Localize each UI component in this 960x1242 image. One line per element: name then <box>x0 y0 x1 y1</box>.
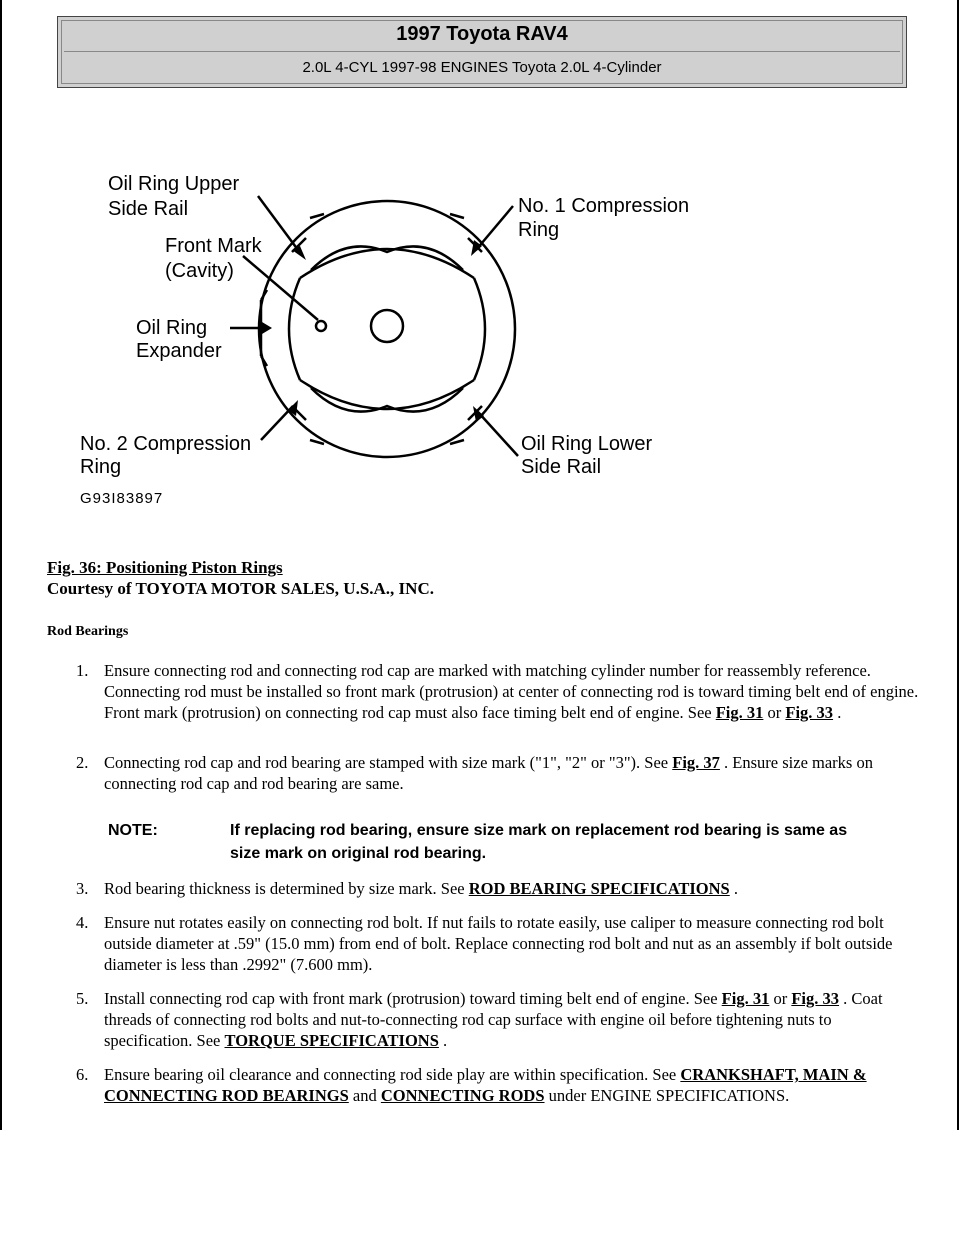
label-front-mark-2: (Cavity) <box>165 260 234 282</box>
label-oil-ring-upper-2: Side Rail <box>108 198 189 220</box>
link-fig-31[interactable]: Fig. 31 <box>715 703 764 722</box>
section-title: Rod Bearings <box>47 624 129 639</box>
step-1 <box>76 660 924 723</box>
label-oil-ring-lower-1: Oil Ring Lower <box>521 433 653 455</box>
note-text: If replacing rod bearing, ensure size mark on replacement rod bearing is same as size mark on original rod bearing. <box>230 822 848 862</box>
step-4 <box>76 912 924 975</box>
step-2 <box>76 752 924 794</box>
label-no1-compression-2: Ring <box>518 219 560 241</box>
step-text: Connecting rod cap and rod bearing are stamped with size mark ("1", "2" or "3"). See Fig. 37 . Ensure size marks on connecting rod cap and rod bearing are same. <box>104 753 873 793</box>
label-front-mark-1: Front Mark <box>165 235 262 257</box>
step-number: 4. <box>76 913 89 932</box>
step-text: Ensure nut rotates easily on connecting rod bolt. If nut fails to rotate easily, use caliper to measure connecting rod bolt outside diameter at .59" (15.0 mm) from end of bolt. Replace connecting rod bolt and nut as an assembly if bolt outside diameter is less than .2992" (7.600 mm). <box>104 913 893 974</box>
label-no1-compression-1: No. 1 Compression <box>518 195 690 217</box>
figure-title-link[interactable]: Fig. 36: Positioning Piston Rings <box>47 558 283 577</box>
label-no2-compression-1: No. 2 Compression <box>80 433 252 455</box>
figure-code: G93I83897 <box>80 490 164 507</box>
header-divider <box>64 51 900 52</box>
step-text: Ensure connecting rod and connecting rod cap are marked with matching cylinder number for reassembly reference. Connecting rod must be installed so front mark (protrusion) at center of connecting rod is toward timing belt end of engine. Front mark (protrusion) on connecting rod cap must also face timing belt end of engine. See Fig. 31 or Fig. 33 . <box>104 661 919 722</box>
step-3 <box>76 878 924 899</box>
link-connecting-rods[interactable]: CONNECTING RODS <box>380 1086 545 1105</box>
step-text: Rod bearing thickness is determined by size mark. See ROD BEARING SPECIFICATIONS . <box>104 879 738 898</box>
label-oil-ring-upper-1: Oil Ring Upper <box>108 173 240 195</box>
document-header <box>57 16 907 88</box>
link-fig-33[interactable]: Fig. 33 <box>785 703 834 722</box>
step-number: 6. <box>76 1065 89 1084</box>
ring-left-arc <box>289 278 300 380</box>
step-text: Install connecting rod cap with front mark (protrusion) toward timing belt end of engine. See Fig. 31 or Fig. 33 . Coat threads of connecting rod bolts and nut-to-connecting rod cap surface with engine oil before tightening nuts to specification. See TORQUE SPECIFICATIONS . <box>104 989 883 1050</box>
link-fig-31[interactable]: Fig. 31 <box>721 989 770 1008</box>
step-number: 1. <box>76 661 89 680</box>
leader-no2-compression <box>261 406 293 440</box>
leader-oil-ring-upper <box>258 196 301 254</box>
arrow-oil-ring-expander <box>262 322 272 334</box>
step-text: Ensure bearing oil clearance and connecting rod side play are within specification. See CRANKSHAFT, MAIN & CONNECTING ROD BEARINGS and CONNECTING RODS under ENGINE SPECIFICATIONS. <box>104 1065 867 1105</box>
note-label: NOTE: <box>108 822 158 839</box>
label-oil-ring-expander-1: Oil Ring <box>136 317 208 339</box>
note-block <box>108 819 880 865</box>
piston-pin-circle <box>371 310 403 342</box>
step-number: 5. <box>76 989 89 1008</box>
link-torque-specs[interactable]: TORQUE SPECIFICATIONS <box>224 1031 439 1050</box>
leader-no1-compression <box>476 206 513 250</box>
front-mark-cavity <box>316 321 326 331</box>
page-border-left <box>0 0 2 1130</box>
link-fig-33[interactable]: Fig. 33 <box>791 989 840 1008</box>
arrow-oil-ring-upper <box>292 246 306 260</box>
leader-oil-ring-lower <box>478 412 518 456</box>
header-title: 1997 Toyota RAV4 <box>396 23 568 45</box>
step-number: 2. <box>76 753 89 772</box>
link-crankshaft-bearings[interactable]: CRANKSHAFT, MAIN & CONNECTING ROD BEARINGS <box>104 1065 867 1105</box>
figure-caption <box>47 557 434 599</box>
label-oil-ring-expander-2: Expander <box>136 340 222 362</box>
label-oil-ring-lower-2: Side Rail <box>521 456 602 478</box>
leader-front-mark <box>243 256 318 320</box>
step-6 <box>76 1064 924 1106</box>
header-subtitle: 2.0L 4-CYL 1997-98 ENGINES Toyota 2.0L 4-Cylinder <box>302 59 662 76</box>
label-no2-compression-2: Ring <box>80 456 122 478</box>
link-rod-bearing-specs[interactable]: ROD BEARING SPECIFICATIONS <box>468 879 730 898</box>
step-number: 3. <box>76 879 89 898</box>
link-fig-37[interactable]: Fig. 37 <box>672 753 720 772</box>
piston-ring-diagram <box>78 160 718 520</box>
ring-right-arc <box>474 278 485 380</box>
figure-courtesy: Courtesy of TOYOTA MOTOR SALES, U.S.A., INC. <box>47 579 434 598</box>
page-border-right <box>957 0 959 1130</box>
step-5 <box>76 988 924 1051</box>
